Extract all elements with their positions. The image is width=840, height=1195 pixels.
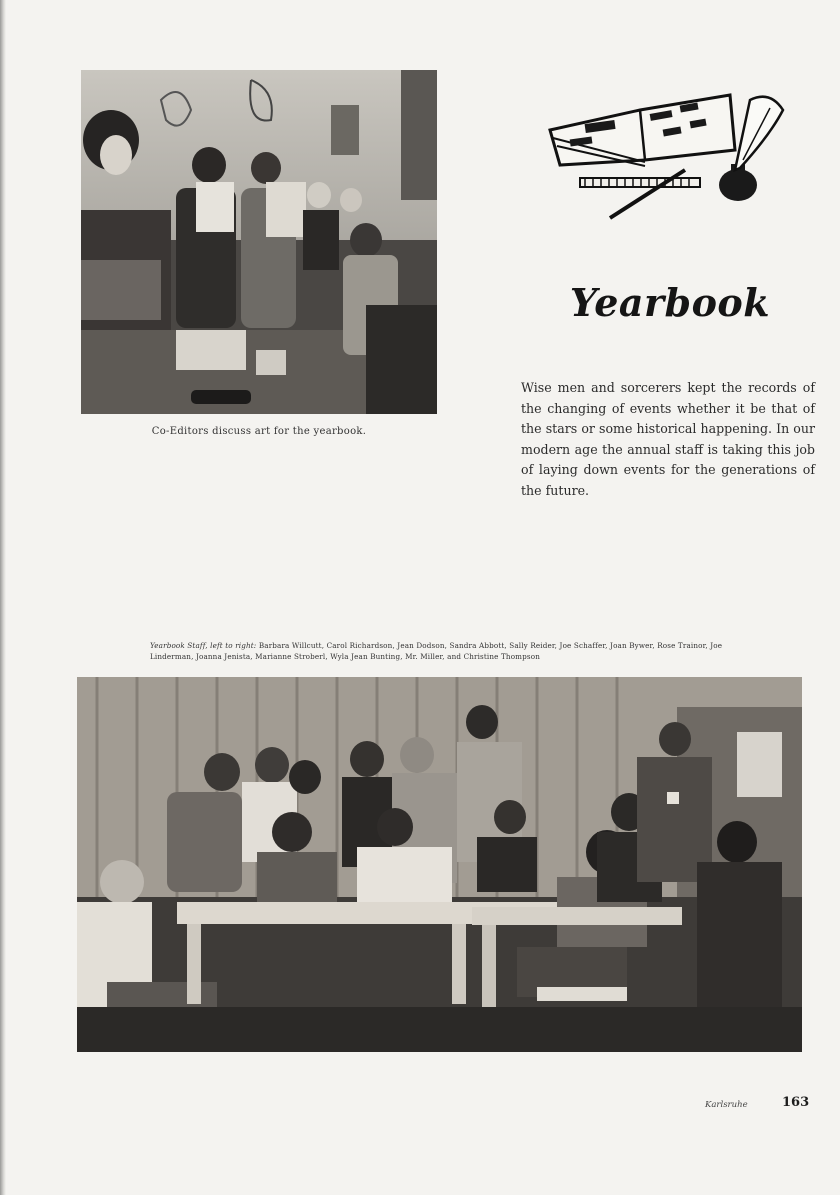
co-editors-caption: Co-Editors discuss art for the yearbook. — [151, 426, 367, 437]
staff-caption-names: Barbara Willcutt, Carol Richardson, Jean Dodson, Sandra Abbott, Sally Reider, Joe Schaffer, Joan Bywer, Rose Trainor, Joe Linderman, Joanna Jenista, Marianne Stroberl, Wyla Jean Bunting, Mr. Miller, and Christine Thompson — [150, 641, 723, 661]
open-book-pen-inkwell-icon — [545, 90, 790, 220]
co-editors-photo — [81, 70, 437, 414]
staff-caption-label: Yearbook Staff, left to right: — [150, 641, 257, 650]
page-number: 163 — [782, 1095, 810, 1110]
footer-school-name: Karlsruhe — [705, 1100, 748, 1110]
intro-paragraph: Wise men and sorcerers kept the records of the changing of events whether it be that of the stars or some historical happening. In our modern age the annual staff is taking this job of laying down events for the generations of the future. — [521, 380, 815, 498]
section-title: Yearbook — [569, 280, 771, 325]
page-edge — [0, 0, 6, 1195]
staff-caption — [150, 640, 740, 662]
yearbook-staff-photo — [77, 677, 802, 1052]
